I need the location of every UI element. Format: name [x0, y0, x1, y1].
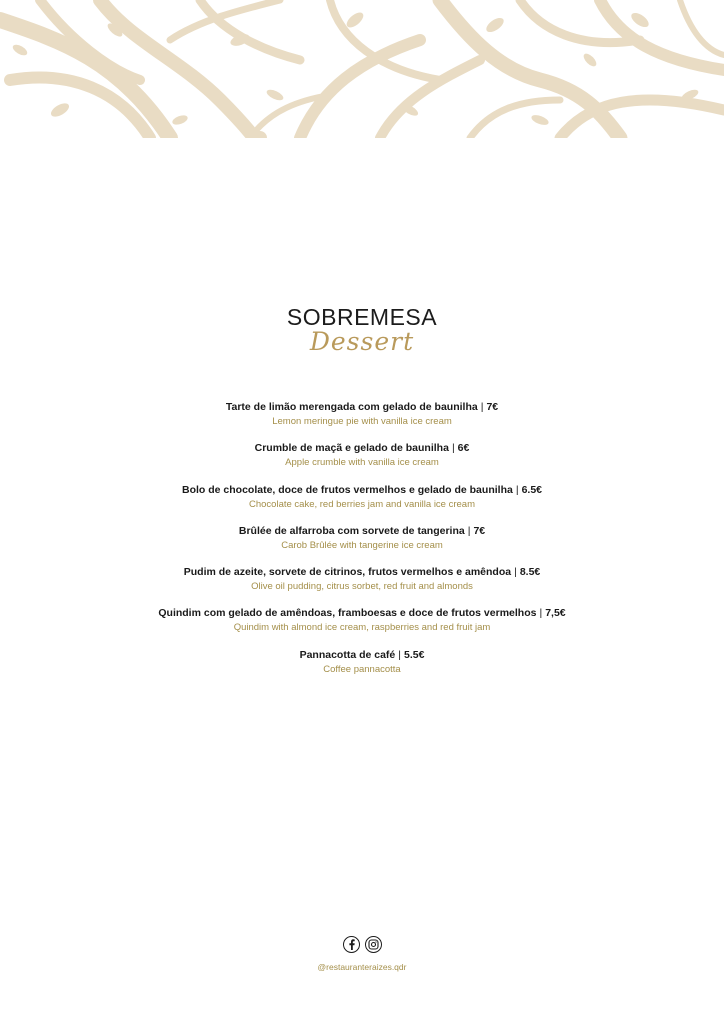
instagram-icon[interactable]	[365, 936, 382, 953]
menu-item-price: 6€	[457, 442, 470, 455]
facebook-glyph	[347, 939, 356, 950]
dessert-menu-list	[0, 400, 724, 689]
menu-item-name: Brûlée de alfarroba com sorvete de tangerina	[238, 524, 465, 537]
menu-item	[0, 524, 724, 565]
social-handle[interactable]: @restauranteraizes.qdr	[317, 962, 407, 972]
menu-item	[0, 648, 724, 689]
price-separator: |	[514, 566, 517, 579]
header-decoration	[0, 0, 724, 138]
menu-item-description: Carob Brûlée with tangerine ice cream	[281, 539, 443, 551]
menu-item-title	[0, 524, 724, 539]
menu-item-title	[0, 483, 724, 498]
menu-item-name: Pannacotta de café	[299, 648, 396, 661]
menu-item	[0, 400, 724, 441]
menu-item-price: 8.5€	[519, 566, 541, 579]
menu-item	[0, 565, 724, 606]
menu-item	[0, 483, 724, 524]
menu-item-price: 6.5€	[521, 483, 542, 496]
price-separator: |	[451, 442, 455, 455]
instagram-glyph	[368, 939, 379, 950]
menu-item-title	[0, 441, 724, 456]
menu-item-description: Apple crumble with vanilla ice cream	[285, 457, 439, 469]
menu-item-price: 7€	[486, 401, 499, 413]
menu-item-price: 5.5€	[404, 648, 425, 661]
menu-item-title	[0, 400, 724, 415]
section-title	[0, 303, 724, 355]
menu-item-name: Pudim de azeite, sorvete de citrinos, frutos vermelhos e amêndoa	[183, 566, 512, 579]
price-separator: |	[467, 524, 471, 537]
menu-item-title	[0, 648, 724, 663]
menu-item	[0, 606, 724, 647]
price-separator: |	[515, 483, 519, 496]
price-separator: |	[480, 401, 484, 413]
price-separator: |	[539, 607, 543, 620]
menu-item-title	[0, 565, 724, 580]
title-portuguese: SOBREMESA	[286, 304, 438, 330]
menu-item-price: 7,5€	[545, 607, 566, 620]
social-links	[0, 936, 724, 953]
menu-item-description: Chocolate cake, red berries jam and vanilla ice cream	[249, 498, 475, 510]
menu-item	[0, 441, 724, 482]
menu-item-name: Bolo de chocolate, doce de frutos vermelhos e gelado de baunilha	[182, 483, 513, 496]
menu-item-description: Olive oil pudding, citrus sorbet, red fruit and almonds	[251, 581, 473, 593]
menu-item-name: Crumble de maçã e gelado de baunilha	[254, 442, 449, 455]
menu-item-description: Quindim with almond ice cream, raspberries and red fruit jam	[233, 622, 491, 634]
tree-branches-illustration	[0, 0, 724, 138]
menu-item-name: Tarte de limão merengada com gelado de baunilha	[225, 401, 478, 413]
menu-item-title	[0, 606, 724, 621]
menu-item-price: 7€	[473, 524, 486, 537]
title-english: Dessert	[309, 327, 415, 356]
facebook-icon[interactable]	[343, 936, 360, 953]
price-separator: |	[398, 648, 401, 661]
menu-item-description: Coffee pannacotta	[323, 663, 401, 675]
menu-item-name: Quindim com gelado de amêndoas, framboesas e doce de frutos vermelhos	[158, 607, 537, 620]
menu-item-description: Lemon meringue pie with vanilla ice cream	[272, 416, 452, 427]
